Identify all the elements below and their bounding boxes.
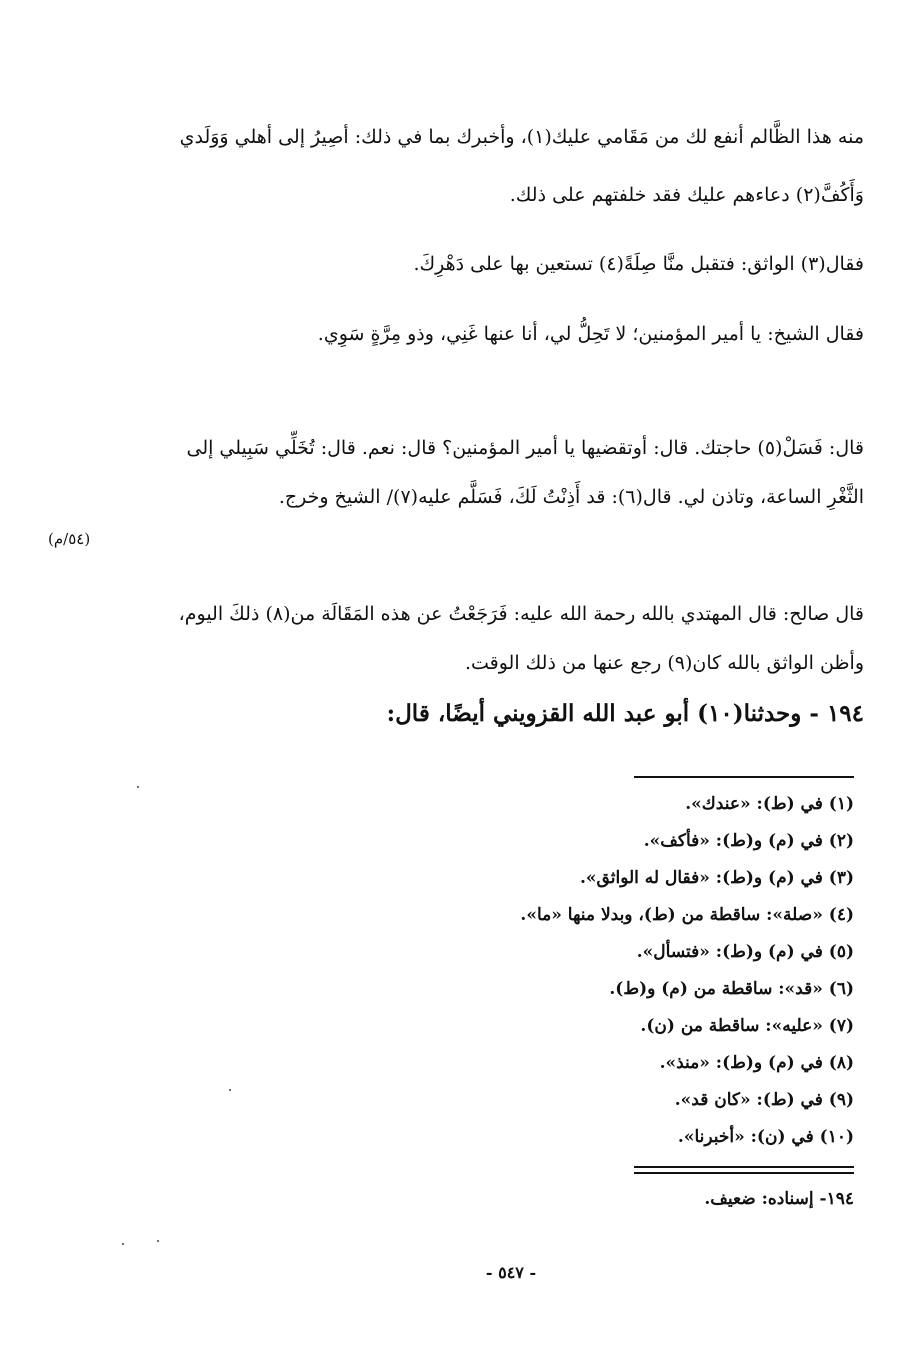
footnote-item: (٥) في (م) و(ط): «فتسأل». — [636, 942, 854, 962]
paragraph-3 — [154, 305, 864, 363]
paragraph-5 — [154, 590, 864, 688]
footnote-item: (٦) «قد»: ساقطة من (م) و(ط). — [609, 979, 854, 999]
scan-speck — [122, 1243, 124, 1245]
double-separator — [634, 1166, 854, 1174]
footnote-item: (٨) في (م) و(ط): «منذ». — [659, 1053, 854, 1073]
scan-speck — [137, 786, 139, 788]
paragraph-1 — [154, 108, 864, 224]
paragraph-3-text: فقال الشيخ: يا أمير المؤمنين؛ لا تَحِلُّ لي، أنا عنها غَنِي، وذو مِرَّةٍ سَوِي. — [317, 323, 864, 345]
footnote-item: (٢) في (م) و(ط): «فأكف». — [643, 831, 854, 851]
footnote-item: (٣) في (م) و(ط): «فقال له الواثق». — [580, 868, 854, 888]
footnote-separator — [634, 776, 854, 778]
footnote-item: (١) في (ط): «عندك». — [685, 794, 854, 814]
scan-speck — [157, 1240, 159, 1242]
paragraph-2-text: فقال(٣) الواثق: فتقبل منَّا صِلَةً(٤) تستعين بها على دَهْرِكَ. — [413, 253, 864, 275]
isnad-note: ١٩٤- إسناده: ضعيف. — [704, 1189, 854, 1209]
footnote-item: (٩) في (ط): «كان قد». — [674, 1090, 854, 1110]
paragraph-5-text: قال صالح: قال المهتدي بالله رحمة الله عليه: فَرَجَعْتُ عن هذه المَقَالَة من(٨) ذلكَ اليوم، وأظن الواثق بالله كان(٩) رجع عنها من ذلك الوقت. — [178, 603, 864, 674]
paragraph-4-text: قال: فَسَلْ(٥) حاجتك. قال: أوتقضيها يا أمير المؤمنين؟ قال: نعم. قال: تُخَلِّي سَبِيلي إلى الثَّغْرِ الساعة، وتاذن لي. قال(٦): قد أَذِنْتُ لَكَ، فَسَلَّم عليه(٧)/ الشيخ وخرج. — [186, 437, 864, 508]
paragraph-1-text: منه هذا الظَّالم أنفع لك من مَقَامي عليك(١)، وأخبرك بما في ذلك: أصِيرُ إلى أهلي وَوَلَدي وَأَكُفَّ(٢) دعاءهم عليك فقد خلفتهم على ذلك. — [179, 126, 864, 206]
footnote-item: (٧) «عليه»: ساقطة من (ن). — [640, 1016, 854, 1036]
footnotes — [154, 786, 854, 1156]
margin-manuscript-note: (٥٤/م) — [48, 530, 91, 548]
footnote-item: (١٠) في (ن): «أخبرنا». — [677, 1127, 854, 1147]
footnote-item: (٤) «صلة»: ساقطة من (ط)، وبدلا منها «ما». — [520, 905, 854, 925]
paragraph-2 — [154, 235, 864, 293]
paragraph-4 — [154, 424, 864, 522]
scan-speck — [229, 1089, 231, 1091]
page-number: - ٥٤٧ - — [485, 1263, 537, 1282]
hadith-heading: ١٩٤ - وحدثنا(١٠) أبو عبد الله القزويني أيضًا، قال: — [386, 700, 864, 727]
